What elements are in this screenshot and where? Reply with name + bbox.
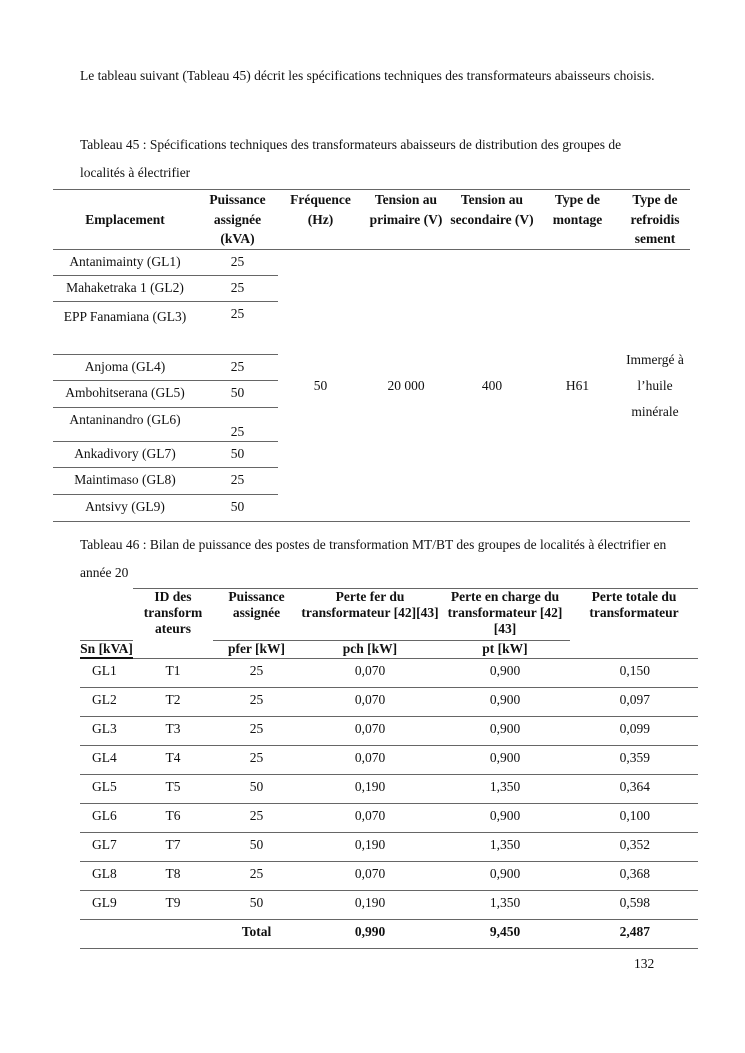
- total-loss-cell: 0,352: [570, 833, 698, 862]
- group-cell: GL7: [80, 833, 133, 862]
- power-cell: 25: [197, 302, 278, 355]
- primary-cell: 20 000: [387, 378, 425, 393]
- cooling-cell: Immergé à l’huile minérale: [626, 351, 684, 419]
- table-row: [80, 775, 698, 804]
- total-loss-cell: 0,598: [570, 891, 698, 920]
- transformer-id-cell: T8: [133, 862, 213, 891]
- table-row: [80, 862, 698, 891]
- table45-header: Type de montage: [535, 190, 620, 250]
- transformer-id-cell: T7: [133, 833, 213, 862]
- power-cell: 25: [197, 408, 278, 442]
- power-cell: 50: [197, 381, 278, 408]
- power-cell: 25: [197, 276, 278, 302]
- table46-caption: Tableau 46 : Bilan de puissance des postes de transformation MT/BT des groupes de localités à électrifier en année 20: [80, 537, 667, 580]
- location-cell: Ambohitserana (GL5): [53, 381, 197, 408]
- transformer-id-cell: T6: [133, 804, 213, 833]
- location-cell: Antaninandro (GL6): [53, 408, 197, 442]
- power-cell: 25: [213, 804, 300, 833]
- table45-header: Tension au primaire (V): [363, 190, 449, 250]
- total-loss: 2,487: [570, 920, 698, 949]
- table-row: [80, 688, 698, 717]
- iron-loss-cell: 0,070: [300, 862, 440, 891]
- load-loss-cell: 1,350: [440, 891, 570, 920]
- power-cell: 50: [213, 891, 300, 920]
- intro-paragraph: Le tableau suivant (Tableau 45) décrit les spécifications techniques des transformateurs abaisseurs choisis.: [80, 68, 655, 83]
- table-45: [53, 189, 690, 522]
- iron-loss-cell: 0,070: [300, 658, 440, 688]
- group-cell: GL8: [80, 862, 133, 891]
- table-row: [80, 891, 698, 920]
- location-cell: Antsivy (GL9): [85, 499, 165, 514]
- iron-loss-cell: 0,070: [300, 688, 440, 717]
- transformer-id-cell: T3: [133, 717, 213, 746]
- total-loss-cell: 0,359: [570, 746, 698, 775]
- empty-cell: [80, 920, 133, 949]
- table46-header: Perte fer du transformateur [42][43]: [300, 589, 440, 641]
- location-cell: Mahaketraka 1 (GL2): [53, 276, 197, 302]
- transformer-id-cell: T9: [133, 891, 213, 920]
- power-cell: 50: [213, 833, 300, 862]
- group-cell: GL1: [80, 658, 133, 688]
- group-cell: GL6: [80, 804, 133, 833]
- table-row: [80, 746, 698, 775]
- table45-caption: Tableau 45 : Spécifications techniques des transformateurs abaisseurs de distribution des groupes de localités à électrifier: [80, 137, 622, 180]
- iron-loss-cell: 0,190: [300, 775, 440, 804]
- power-cell: 25: [213, 717, 300, 746]
- total-loss-cell: 0,100: [570, 804, 698, 833]
- iron-loss-cell: 0,070: [300, 717, 440, 746]
- table46-header: Perte totale du transformateur: [570, 589, 698, 641]
- iron-loss-cell: 0,070: [300, 746, 440, 775]
- table45-header: Tension au secondaire (V): [449, 190, 535, 250]
- table-row: [80, 804, 698, 833]
- iron-loss-cell: 0,190: [300, 891, 440, 920]
- mount-cell: H61: [565, 378, 590, 393]
- total-loss-cell: 0,368: [570, 862, 698, 891]
- total-loss-cell: 0,364: [570, 775, 698, 804]
- load-loss-cell: 0,900: [440, 746, 570, 775]
- table46-header: Puissance assignée: [213, 589, 300, 641]
- table-row: [53, 250, 690, 276]
- table45-header: Puissance assignée (kVA): [197, 190, 278, 250]
- total-load-loss: 9,450: [440, 920, 570, 949]
- power-cell: 25: [197, 355, 278, 381]
- location-cell: Anjoma (GL4): [53, 355, 197, 381]
- total-loss-cell: 0,150: [570, 658, 698, 688]
- unit-header: pch [kW]: [300, 641, 440, 659]
- transformer-id-cell: T2: [133, 688, 213, 717]
- table45-header: Type de refroidis sement: [620, 190, 690, 250]
- group-cell: GL3: [80, 717, 133, 746]
- total-iron-loss: 0,990: [300, 920, 440, 949]
- table46-header: ID des transform ateurs: [133, 589, 213, 659]
- power-cell: 25: [197, 468, 278, 495]
- page-number: 132: [634, 956, 655, 971]
- power-cell: 25: [213, 746, 300, 775]
- location-cell: Antanimainty (GL1): [53, 250, 197, 276]
- table-row: [80, 833, 698, 862]
- group-cell: GL4: [80, 746, 133, 775]
- load-loss-cell: 0,900: [440, 804, 570, 833]
- transformer-id-cell: T1: [133, 658, 213, 688]
- power-cell: 25: [197, 250, 278, 276]
- power-cell: 25: [213, 658, 300, 688]
- secondary-cell: 400: [481, 378, 503, 393]
- load-loss-cell: 0,900: [440, 717, 570, 746]
- total-loss-cell: 0,097: [570, 688, 698, 717]
- table-46: [80, 588, 698, 949]
- location-cell: EPP Fanamiana (GL3): [53, 302, 197, 355]
- iron-loss-cell: 0,190: [300, 833, 440, 862]
- blank-header: [80, 589, 133, 641]
- table46-header: Perte en charge du transformateur [42][43]: [440, 589, 570, 641]
- total-label: Total: [213, 920, 300, 949]
- load-loss-cell: 1,350: [440, 775, 570, 804]
- transformer-id-cell: T4: [133, 746, 213, 775]
- load-loss-cell: 0,900: [440, 658, 570, 688]
- table45-header: Emplacement: [53, 190, 197, 250]
- freq-cell: 50: [313, 378, 328, 393]
- transformer-id-cell: T5: [133, 775, 213, 804]
- location-cell: Maintimaso (GL8): [53, 468, 197, 495]
- total-row: [80, 920, 698, 949]
- table45-header: Fréquence (Hz): [278, 190, 363, 250]
- empty-cell: [133, 920, 213, 949]
- load-loss-cell: 1,350: [440, 833, 570, 862]
- group-cell: GL9: [80, 891, 133, 920]
- table-row: [80, 717, 698, 746]
- unit-header: pt [kW]: [440, 641, 570, 659]
- iron-loss-cell: 0,070: [300, 804, 440, 833]
- load-loss-cell: 0,900: [440, 688, 570, 717]
- group-cell: GL5: [80, 775, 133, 804]
- power-cell: 50: [230, 499, 245, 514]
- power-cell: 50: [197, 442, 278, 468]
- unit-header: pfer [kW]: [213, 641, 300, 659]
- power-cell: 50: [213, 775, 300, 804]
- power-cell: 25: [213, 688, 300, 717]
- unit-header: Sn [kVA]: [80, 641, 133, 656]
- total-loss-cell: 0,099: [570, 717, 698, 746]
- group-cell: GL2: [80, 688, 133, 717]
- load-loss-cell: 0,900: [440, 862, 570, 891]
- table-row: [80, 658, 698, 688]
- location-cell: Ankadivory (GL7): [53, 442, 197, 468]
- power-cell: 25: [213, 862, 300, 891]
